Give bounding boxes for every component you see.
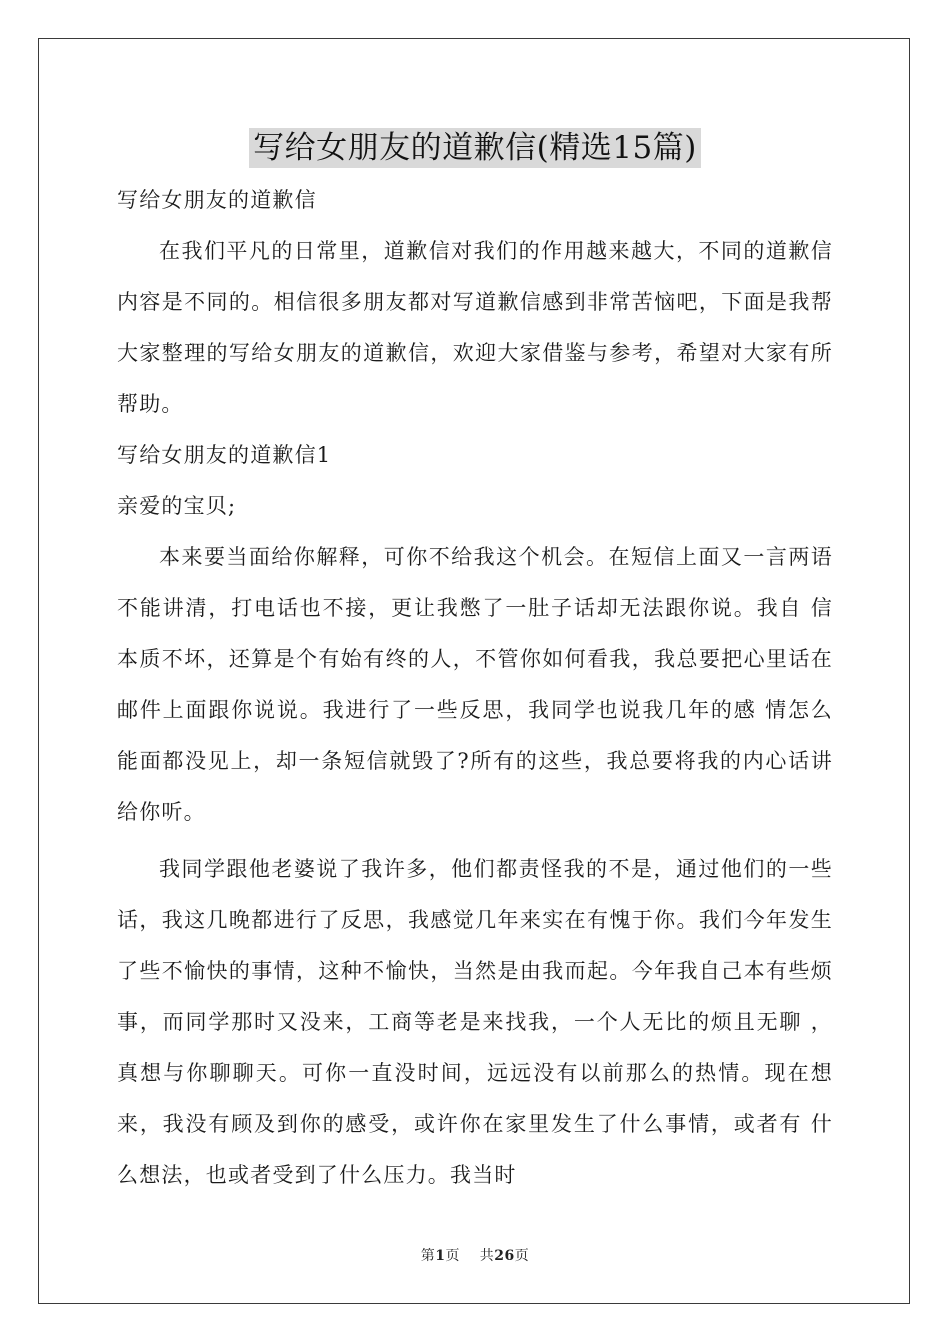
total-prefix: 共 <box>479 1248 495 1264</box>
document-body <box>117 175 833 1201</box>
page-footer <box>0 1245 950 1265</box>
page-suffix: 页 <box>445 1248 460 1264</box>
body-paragraph-2: 我同学跟他老婆说了我许多，他们都责怪我的不是，通过他们的一些话，我这几晚都进行了反思，我感觉几年来实在有愧于你。我们今年发生 了些不愉快的事情，这种不愉快，当然是由我而起。今年我自己本有些烦事，而同学那时又没来，工商等老是来找我，一个人无比的烦且无聊 ，真想与你聊聊天。可你一直没时间，远远没有以前那么的热情。现在想来，我没有顾及到你的感受，或许你在家里发生了什么事情，或者有 什么想法，也或者受到了什么压力。我当时 <box>117 857 833 1187</box>
body-paragraph-1: 本来要当面给你解释，可你不给我这个机会。在短信上面又一言两语不能讲清，打电话也不接，更让我憋了一肚子话却无法跟你说。我自 信本质不坏，还算是个有始有终的人，不管你如何看我，我总要把心里话在邮件上面跟你说说。我进行了一些反思，我同学也说我几年的感 情怎么能面都没见上，却一条短信就毁了?所有的这些，我总要将我的内心话讲给你听。 <box>117 545 833 824</box>
salutation: 亲爱的宝贝; <box>117 494 237 518</box>
total-suffix: 页 <box>514 1248 530 1264</box>
page-current: 1 <box>435 1248 446 1264</box>
page-prefix: 第 <box>420 1248 436 1264</box>
page-total: 26 <box>494 1248 515 1264</box>
title-container <box>0 128 950 168</box>
section-heading: 写给女朋友的道歉信1 <box>117 443 332 467</box>
document-subtitle: 写给女朋友的道歉信 <box>117 188 317 212</box>
document-title: 写给女朋友的道歉信(精选15篇) <box>249 128 701 168</box>
intro-paragraph: 在我们平凡的日常里，道歉信对我们的作用越来越大，不同的道歉信内容是不同的。相信很多朋友都对写道歉信感到非常苦恼吧，下面是我帮大家整理的写给女朋友的道歉信，欢迎大家借鉴与参考，希望对大家有所帮助。 <box>117 239 833 416</box>
